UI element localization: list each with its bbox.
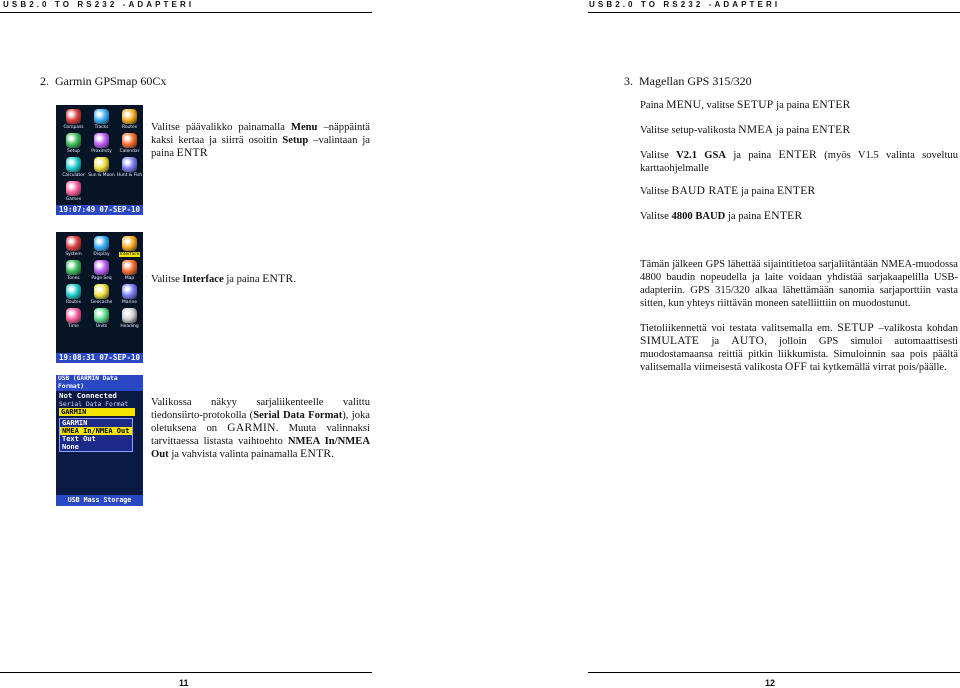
status-bar: [56, 205, 143, 215]
right-header-rule: [588, 12, 960, 13]
setup-menu-item-interface: [116, 236, 143, 257]
menu-item-label: Interface: [119, 252, 140, 257]
format-option: Text Out: [62, 435, 96, 443]
status-bar: [56, 353, 143, 363]
right-section-title: [624, 74, 752, 89]
menu-item-label: Display: [93, 252, 110, 257]
right-page-number: 12: [765, 678, 776, 688]
compass-icon: [66, 109, 81, 124]
right-footer-rule: [588, 672, 960, 673]
right-step-5: Valitse 4800 BAUD ja paina ENTER: [640, 210, 803, 222]
right-running-header: USB2.0 TO RS232 -ADAPTERI: [589, 0, 781, 9]
main-menu-item-setup: [60, 133, 87, 154]
menu-item-label: Hunt & Fish: [116, 173, 143, 178]
section-title-text: Garmin GPSmap 60Cx: [55, 74, 167, 88]
device-date: 07-SEP-10: [99, 353, 140, 362]
system-icon: [66, 236, 81, 251]
menu-item-label: Proximity: [91, 149, 112, 154]
setup-menu-item-geocache: [88, 284, 115, 305]
left-running-header: USB2.0 TO RS232 -ADAPTERI: [3, 0, 195, 9]
menu-item-label: Geocache: [90, 300, 113, 305]
menu-item-label: Map: [124, 276, 135, 281]
setup-menu-item-routes: [60, 284, 87, 305]
hunt-fish-icon: [122, 157, 137, 172]
menu-item-label: Routes: [121, 125, 138, 130]
right-step-2: Valitse setup-valikosta NMEA ja paina ENTER: [640, 124, 851, 136]
setup-menu-item-time: [60, 308, 87, 329]
heading-icon: [122, 308, 137, 323]
main-menu-icon-grid: [60, 109, 143, 202]
menu-item-label: System: [65, 252, 82, 257]
format-option: None: [62, 443, 79, 451]
menu-item-label: Routes: [65, 300, 82, 305]
menu-item-label: Calculator: [62, 173, 85, 178]
proximity-icon: [94, 133, 109, 148]
left-paragraph-1: Valitse päävalikko painamalla Menu –näppäintä kaksi kertaa ja siirrä osoitin Setup –valintaan ja paina ENTR: [151, 122, 370, 159]
right-step-4: Valitse BAUD RATE ja paina ENTER: [640, 185, 816, 197]
setup-icon: [66, 133, 81, 148]
left-paragraph-3: Valikossa näkyy sarjaliikenteelle valittu tiedonsiirto-protokolla (Serial Data Format), joka oletuksena on GARMIN. Muuta valinnaksi tarvittaessa listasta vaihtoehto NMEA In/NMEA Out ja vahvista valinta painamalla ENTR.: [151, 397, 370, 460]
setup-menu-icon-grid: [60, 236, 143, 329]
units-icon: [94, 308, 109, 323]
routes-icon: [122, 109, 137, 124]
setup-menu-item-page-seq: [88, 260, 115, 281]
device-time: 19:07:49: [59, 205, 96, 214]
setup-menu-item-units: [88, 308, 115, 329]
setup-menu-item-marine: [116, 284, 143, 305]
time-icon: [66, 308, 81, 323]
left-page-number: 11: [179, 678, 189, 688]
right-paragraph-simulate: Tietoliikennettä voi testata valitsemalla em. SETUP –valikosta kohdan SIMULATE ja AUTO, jolloin GPS simuloi automaattisesti muodostamaansa reittiä pitkin liikkumista. Simuloinnin saa pois päältä valitsemalla viimeisestä valikosta OFF tai kytkemällä virrat pois/päälle.: [640, 322, 958, 373]
geocache-icon: [94, 284, 109, 299]
games-icon: [66, 181, 81, 196]
right-step-3: Valitse V2.1 GSA ja paina ENTER (myös V1.5 valinta soveltuu karttaohjelmalle: [640, 149, 958, 174]
main-menu-item-sun-moon: [88, 157, 115, 178]
format-option: GARMIN: [62, 419, 88, 427]
setup-menu-item-system: [60, 236, 87, 257]
menu-item-label: Tracks: [94, 125, 109, 130]
menu-item-label: Tones: [67, 276, 80, 281]
menu-item-label: Setup: [67, 149, 80, 154]
tones-icon: [66, 260, 81, 275]
main-menu-item-routes: [116, 109, 143, 130]
setup-menu-item-heading: [116, 308, 143, 329]
serial-format-label: Serial Data Format: [59, 400, 129, 408]
main-menu-item-compass: [60, 109, 87, 130]
menu-item-label: Heading: [120, 324, 139, 329]
connection-status: Not Connected: [59, 391, 117, 400]
right-paragraph-nmea: Tämän jälkeen GPS lähettää sijaintitietoa sarjaliitäntään NMEA-muodossa 4800 baudin nopeudella ja laite voidaan yhdistää sarjakaapelilla USB-adapteriin. GPS 315/320 alkaa lähettämään sanomia sarjaporttiin vasta sitten, kun yhteys riittävän moneen satelliittiin on muodostunut.: [640, 259, 958, 309]
main-menu-item-calculator: [60, 157, 87, 178]
marine-icon: [122, 284, 137, 299]
setup-menu-item-display: [88, 236, 115, 257]
main-menu-item-calendar: [116, 133, 143, 154]
left-section-title: [40, 74, 166, 89]
routes-icon: [66, 284, 81, 299]
garmin-interface-screenshot: [56, 375, 143, 506]
device-time: 19:08:31: [59, 353, 96, 362]
setup-menu-item-tones: [60, 260, 87, 281]
menu-item-label: Marine: [122, 300, 137, 305]
right-step-1: Paina MENU, valitse SETUP ja paina ENTER: [640, 99, 851, 111]
garmin-setup-menu-screenshot: [56, 232, 143, 363]
main-menu-item-proximity: [88, 133, 115, 154]
section-title-text: Magellan GPS 315/320: [639, 74, 752, 88]
setup-menu-item-map: [116, 260, 143, 281]
tracks-icon: [94, 109, 109, 124]
serial-format-option-list: [59, 418, 133, 452]
section-number: 2.: [40, 74, 49, 88]
calendar-icon: [122, 133, 137, 148]
screen-title: USB (GARMIN Data Format): [56, 375, 143, 391]
menu-item-label: Games: [65, 197, 82, 202]
calculator-icon: [66, 157, 81, 172]
serial-format-field: GARMIN: [59, 408, 135, 416]
main-menu-item-tracks: [88, 109, 115, 130]
main-menu-item-hunt-fish: [116, 157, 143, 178]
device-date: 07-SEP-10: [99, 205, 140, 214]
menu-item-label: Time: [68, 324, 79, 329]
interface-icon: [122, 236, 137, 251]
left-header-rule: [0, 12, 372, 13]
usb-mass-storage-bar: USB Mass Storage: [56, 495, 143, 506]
menu-item-label: Calendar: [119, 149, 140, 154]
menu-item-label: Compass: [63, 125, 84, 130]
menu-item-label: Units: [95, 324, 108, 329]
sun-moon-icon: [94, 157, 109, 172]
garmin-main-menu-screenshot: [56, 105, 143, 215]
page-seq-icon: [94, 260, 109, 275]
display-icon: [94, 236, 109, 251]
left-footer-rule: [0, 672, 372, 673]
format-option: NMEA In/NMEA Out: [60, 427, 132, 435]
section-number: 3.: [624, 74, 633, 88]
map-icon: [122, 260, 137, 275]
left-paragraph-2: Valitse Interface ja paina ENTR.: [151, 273, 297, 285]
main-menu-item-games: [60, 181, 87, 202]
menu-item-label: Page Seq: [91, 276, 112, 281]
menu-item-label: Sun & Moon: [88, 173, 115, 178]
